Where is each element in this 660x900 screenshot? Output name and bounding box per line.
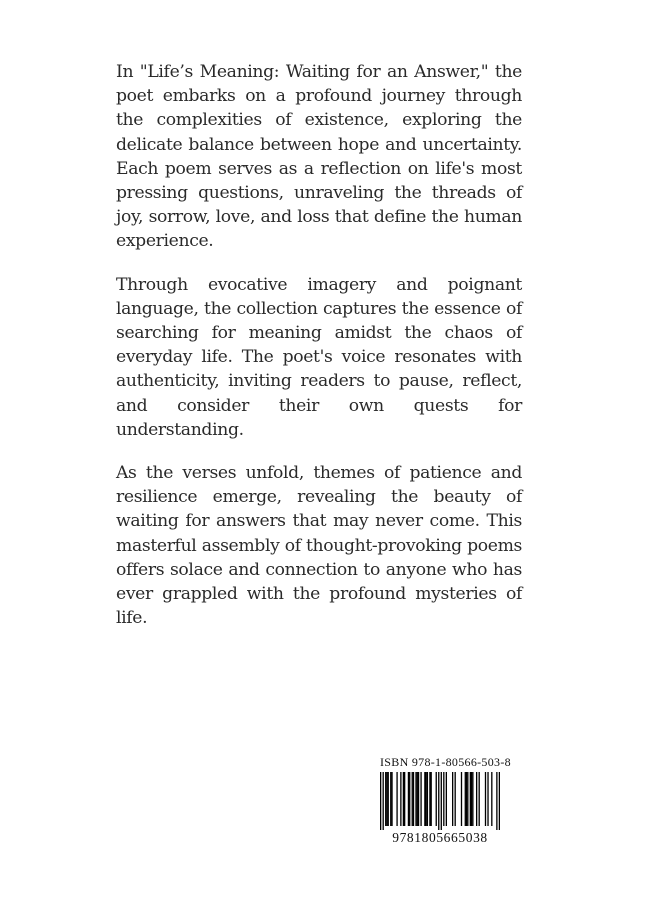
barcode-bar-9 — [403, 772, 404, 826]
barcode-bar-33 — [466, 772, 467, 826]
barcode-bar-40 — [485, 772, 486, 826]
barcode-bar-5 — [390, 772, 391, 826]
barcode-bar-25 — [438, 772, 439, 830]
barcode-bar-44 — [499, 772, 500, 830]
barcode-bar-34 — [467, 772, 468, 826]
barcode-bar-24 — [436, 772, 437, 826]
barcode-bar-6 — [391, 772, 392, 826]
barcode-bar-3 — [386, 772, 387, 826]
barcode-bar-37 — [472, 772, 473, 826]
barcode-bar-30 — [455, 772, 456, 826]
barcode-bars — [380, 772, 500, 830]
barcode-bar-12 — [409, 772, 410, 826]
barcode-bar-19 — [424, 772, 425, 826]
barcode-bar-22 — [429, 772, 430, 826]
barcode-bar-32 — [465, 772, 466, 826]
barcode-bar-20 — [425, 772, 426, 826]
barcode-bar-13 — [412, 772, 413, 826]
isbn-label: ISBN 978-1-80566-503-8 — [380, 755, 511, 769]
barcode-bar-4 — [388, 772, 389, 826]
barcode-bar-15 — [415, 772, 416, 826]
blurb-paragraph-3: As the verses unfold, themes of patience and resilience emerge, revealing the beauty of waiting for answers that may never come. This masterful assembly of thought-provoking poems offers solace and connection to anyone who has ever grappled with the profound mysteries of life. — [116, 463, 522, 629]
barcode-bar-28 — [446, 772, 447, 826]
barcode-bar-27 — [443, 772, 444, 826]
barcode-bar-8 — [400, 772, 401, 826]
barcode-bar-18 — [420, 772, 421, 826]
barcode-bar-41 — [487, 772, 488, 826]
ean-digits: 9781805665038 — [392, 830, 488, 845]
back-cover-blurb — [116, 60, 522, 649]
barcode-bar-43 — [496, 772, 497, 830]
isbn-barcode-block — [380, 754, 511, 847]
barcode-bar-39 — [479, 772, 480, 826]
barcode-bar-31 — [461, 772, 462, 826]
barcode-bar-29 — [452, 772, 453, 826]
blurb-paragraph-1: In "Life’s Meaning: Waiting for an Answer," the poet embarks on a profound journey through the complexities of existence, exploring the delicate balance between hope and uncertainty. Each poem serves as a reflection on life's most pressing questions, unraveling the threads of joy, sorrow, love, and loss that define the human experience. — [116, 62, 522, 252]
barcode-bar-35 — [470, 772, 471, 826]
barcode-bar-42 — [491, 772, 492, 826]
barcode-bar-36 — [471, 772, 472, 826]
barcode-bar-26 — [441, 772, 442, 830]
barcode-bar-21 — [427, 772, 428, 826]
barcode-bar-1 — [383, 772, 384, 830]
barcode-bar-11 — [408, 772, 409, 826]
barcode-bar-2 — [385, 772, 386, 826]
barcode-bar-16 — [417, 772, 418, 826]
barcode-bar-14 — [413, 772, 414, 826]
barcode-bar-10 — [404, 772, 405, 826]
barcode-bar-7 — [396, 772, 397, 826]
barcode-bar-38 — [476, 772, 477, 826]
barcode-bar-0 — [380, 772, 381, 830]
barcode-bar-23 — [431, 772, 432, 826]
blurb-paragraph-2: Through evocative imagery and poignant language, the collection captures the essence of searching for meaning amidst the chaos of everyday life. The poet's voice resonates with authenticity, inviting readers to pause, reflect, and consider their own quests for understanding. — [116, 274, 522, 440]
barcode-bar-17 — [418, 772, 419, 826]
